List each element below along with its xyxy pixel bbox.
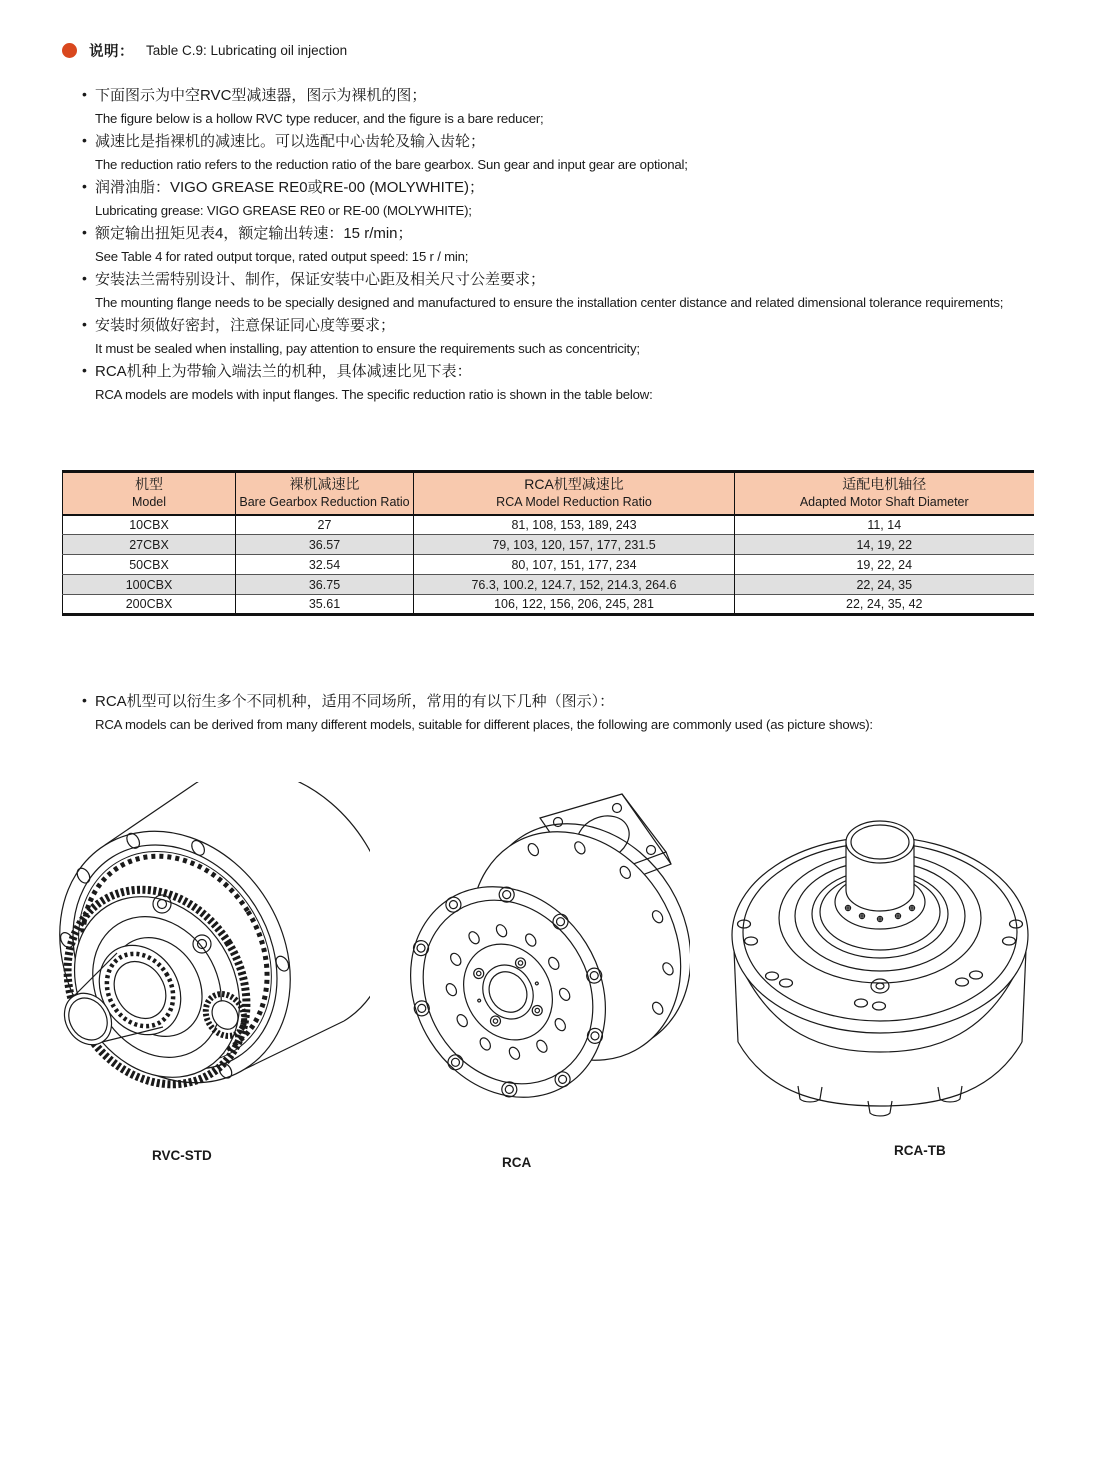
cell-rca-ratio: 76.3, 100.2, 124.7, 152, 214.3, 264.6 — [414, 575, 735, 595]
note-item — [82, 268, 1092, 314]
table-row — [63, 595, 1034, 615]
reduction-ratio-table — [62, 470, 1034, 616]
note-en: The reduction ratio refers to the reduction ratio of the bare gearbox. Sun gear and input gear are optional; — [95, 157, 688, 172]
cell-rca-ratio: 79, 103, 120, 157, 177, 231.5 — [414, 535, 735, 555]
note-en: See Table 4 for rated output torque, rated output speed: 15 r / min; — [95, 249, 469, 264]
cell-rca-ratio: 106, 122, 156, 206, 245, 281 — [414, 595, 735, 615]
cell-bare-ratio: 27 — [236, 515, 414, 535]
cell-model: 100CBX — [63, 575, 236, 595]
note-item — [82, 130, 1092, 176]
cell-model: 50CBX — [63, 555, 236, 575]
rvc-std-illustration — [50, 782, 370, 1122]
note-item — [82, 84, 1092, 130]
cell-model: 200CBX — [63, 595, 236, 615]
header-model: 机型 Model — [63, 472, 236, 515]
table-row — [63, 535, 1034, 555]
note-en: Lubricating grease: VIGO GREASE RE0 or RE-00 (MOLYWHITE); — [95, 203, 472, 218]
cell-rca-ratio: 80, 107, 151, 177, 234 — [414, 555, 735, 575]
rca-tb-drawing — [710, 790, 1050, 1120]
note-item — [82, 176, 1092, 222]
cell-shaft-diameter: 22, 24, 35, 42 — [735, 595, 1034, 615]
rca-tb-illustration — [710, 790, 1050, 1120]
note-en: RCA models can be derived from many different models, suitable for different places, the following are commonly used (as picture shows): — [95, 717, 873, 732]
figure-label-rca: RCA — [502, 1155, 532, 1170]
cell-model: 27CBX — [63, 535, 236, 555]
note-zh: • RCA机型可以衍生多个不同机种，适用不同场所，常用的有以下几种（图示）： — [95, 693, 615, 710]
rca-drawing — [390, 780, 690, 1125]
header-shaft-diameter: 适配电机轴径 Adapted Motor Shaft Diameter — [735, 472, 1034, 515]
notes-list — [82, 84, 1092, 406]
note-en: The figure below is a hollow RVC type reducer, and the figure is a bare reducer; — [95, 111, 544, 126]
cell-shaft-diameter: 11, 14 — [735, 515, 1034, 535]
header-bare-ratio: 裸机减速比 Bare Gearbox Reduction Ratio — [236, 472, 414, 515]
section-bullet-icon — [62, 43, 77, 58]
note-item — [82, 314, 1092, 360]
note-zh: • 润滑油脂：VIGO GREASE RE0或RE-00 (MOLYWHITE)； — [95, 179, 484, 196]
note-item — [82, 360, 1092, 406]
section-heading — [62, 40, 347, 61]
derive-note — [82, 690, 1092, 736]
cell-shaft-diameter: 19, 22, 24 — [735, 555, 1034, 575]
cell-rca-ratio: 81, 108, 153, 189, 243 — [414, 515, 735, 535]
note-zh: • 安装法兰需特别设计、制作，保证安装中心距及相关尺寸公差要求； — [95, 271, 546, 288]
note-item — [82, 222, 1092, 268]
cell-bare-ratio: 35.61 — [236, 595, 414, 615]
header-rca-ratio: RCA机型减速比 RCA Model Reduction Ratio — [414, 472, 735, 515]
cell-bare-ratio: 36.75 — [236, 575, 414, 595]
section-title: Table C.9: Lubricating oil injection — [146, 43, 348, 58]
table-header-row — [63, 472, 1034, 515]
table-row — [63, 575, 1034, 595]
cell-model: 10CBX — [63, 515, 236, 535]
table-row — [63, 515, 1034, 535]
note-zh: • 减速比是指裸机的减速比。可以选配中心齿轮及输入齿轮； — [95, 133, 486, 150]
section-label: 说明： — [89, 44, 134, 60]
note-item — [82, 690, 1092, 736]
note-zh: • 安装时须做好密封，注意保证同心度等要求； — [95, 317, 396, 334]
cell-bare-ratio: 36.57 — [236, 535, 414, 555]
note-en: It must be sealed when installing, pay attention to ensure the requirements such as concentricity; — [95, 341, 640, 356]
cell-shaft-diameter: 22, 24, 35 — [735, 575, 1034, 595]
rvc-std-drawing — [50, 782, 370, 1122]
figure-label-rca-tb: RCA-TB — [894, 1143, 946, 1158]
rca-illustration — [390, 780, 690, 1125]
note-zh: • 额定输出扭矩见表4，额定输出转速：15 r/min； — [95, 225, 413, 242]
cell-shaft-diameter: 14, 19, 22 — [735, 535, 1034, 555]
note-en: The mounting flange needs to be specially designed and manufactured to ensure the installation center distance and related dimensional tolerance requirements; — [95, 295, 1004, 310]
note-zh: • 下面图示为中空RVC型减速器，图示为裸机的图； — [95, 87, 427, 104]
cell-bare-ratio: 32.54 — [236, 555, 414, 575]
figure-label-rvc-std: RVC-STD — [152, 1148, 212, 1163]
note-zh: • RCA机种上为带输入端法兰的机种，具体减速比见下表： — [95, 363, 472, 380]
note-en: RCA models are models with input flanges. The specific reduction ratio is shown in the table below: — [95, 387, 653, 402]
table-row — [63, 555, 1034, 575]
